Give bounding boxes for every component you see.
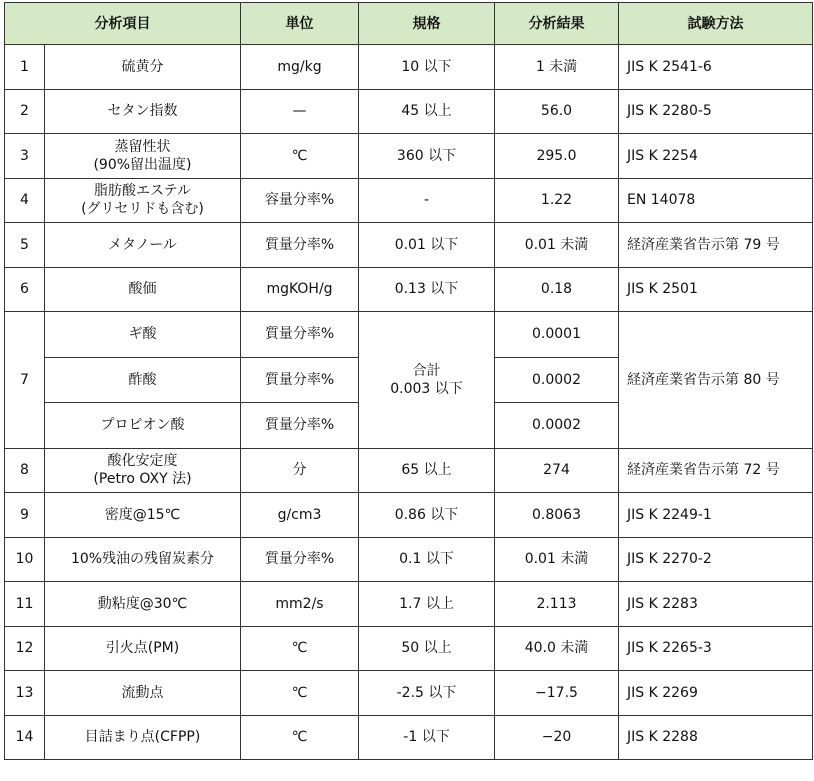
table-row xyxy=(5,267,813,312)
unit-cell: ℃ xyxy=(241,671,359,716)
unit-cell: 分 xyxy=(241,448,359,493)
row-number: 13 xyxy=(5,671,45,716)
row-number: 9 xyxy=(5,493,45,538)
method-cell: JIS K 2269 xyxy=(619,671,813,716)
item-cell: 引火点(PM) xyxy=(45,626,241,671)
spec-line-2: 0.003 以下 xyxy=(390,380,463,397)
item-line-1: 蒸留性状 xyxy=(114,138,171,155)
unit-cell: mgKOH/g xyxy=(241,267,359,312)
method-cell: 経済産業省告示第 80 号 xyxy=(619,312,813,449)
table-row xyxy=(5,178,813,223)
item-line-2: (90%留出温度) xyxy=(93,156,192,173)
item-line-1: 脂肪酸エステル xyxy=(93,183,192,200)
header-spec: 規格 xyxy=(359,3,495,45)
table-row xyxy=(5,537,813,582)
result-cell: 0.0002 xyxy=(495,357,619,403)
row-number: 8 xyxy=(5,448,45,493)
header-row xyxy=(5,3,813,45)
item-cell xyxy=(45,448,241,493)
row-number: 2 xyxy=(5,89,45,134)
result-cell: 56.0 xyxy=(495,89,619,134)
result-cell: 40.0 未満 xyxy=(495,626,619,671)
method-cell: JIS K 2280-5 xyxy=(619,89,813,134)
result-cell: 0.01 未満 xyxy=(495,223,619,268)
spec-cell xyxy=(359,312,495,449)
table-row xyxy=(5,89,813,134)
row-number: 5 xyxy=(5,223,45,268)
item-cell: セタン指数 xyxy=(45,89,241,134)
spec-cell: -1 以下 xyxy=(359,715,495,760)
row-number: 7 xyxy=(5,312,45,449)
result-cell: 0.0001 xyxy=(495,312,619,358)
item-line-1: 酸化安定度 xyxy=(107,453,178,470)
spec-cell: 45 以上 xyxy=(359,89,495,134)
header-unit: 単位 xyxy=(241,3,359,45)
spec-cell: 0.86 以下 xyxy=(359,493,495,538)
header-item: 分析項目 xyxy=(5,3,241,45)
method-cell: JIS K 2541-6 xyxy=(619,45,813,90)
item-cell: 密度@15℃ xyxy=(45,493,241,538)
table-row xyxy=(5,715,813,760)
unit-cell: ℃ xyxy=(241,626,359,671)
unit-cell: ℃ xyxy=(241,134,359,179)
row-number: 1 xyxy=(5,45,45,90)
method-cell: JIS K 2249-1 xyxy=(619,493,813,538)
row-number: 14 xyxy=(5,715,45,760)
spec-cell: 1.7 以上 xyxy=(359,582,495,627)
item-two-line xyxy=(49,138,236,174)
spec-cell: 65 以上 xyxy=(359,448,495,493)
result-cell: 274 xyxy=(495,448,619,493)
method-cell: JIS K 2270-2 xyxy=(619,537,813,582)
analysis-table xyxy=(4,2,813,760)
result-cell: 1 未満 xyxy=(495,45,619,90)
item-cell: プロピオン酸 xyxy=(45,403,241,449)
item-line-2: (Petro OXY 法) xyxy=(93,471,192,488)
item-cell: 10%残油の残留炭素分 xyxy=(45,537,241,582)
item-cell: ギ酸 xyxy=(45,312,241,358)
unit-cell: 質量分率% xyxy=(241,357,359,403)
method-cell: JIS K 2283 xyxy=(619,582,813,627)
spec-two-line xyxy=(363,362,490,398)
spec-cell: 50 以上 xyxy=(359,626,495,671)
item-cell: メタノール xyxy=(45,223,241,268)
method-cell: JIS K 2254 xyxy=(619,134,813,179)
item-two-line xyxy=(49,182,236,218)
row-number: 12 xyxy=(5,626,45,671)
item-cell: 硫黄分 xyxy=(45,45,241,90)
item-cell: 流動点 xyxy=(45,671,241,716)
result-cell: 1.22 xyxy=(495,178,619,223)
item-line-2: (グリセリドも含む) xyxy=(81,201,204,218)
table-row xyxy=(5,582,813,627)
row-number: 6 xyxy=(5,267,45,312)
row-number: 3 xyxy=(5,134,45,179)
spec-cell: 0.13 以下 xyxy=(359,267,495,312)
item-cell xyxy=(45,134,241,179)
spec-cell: 0.01 以下 xyxy=(359,223,495,268)
unit-cell: mg/kg xyxy=(241,45,359,90)
method-cell: JIS K 2265-3 xyxy=(619,626,813,671)
result-cell: 0.18 xyxy=(495,267,619,312)
table-row xyxy=(5,626,813,671)
item-cell: 酸価 xyxy=(45,267,241,312)
method-cell: JIS K 2501 xyxy=(619,267,813,312)
spec-cell: 10 以下 xyxy=(359,45,495,90)
row-number: 4 xyxy=(5,178,45,223)
table-row xyxy=(5,45,813,90)
spec-cell: - xyxy=(359,178,495,223)
unit-cell: 容量分率% xyxy=(241,178,359,223)
result-cell: −20 xyxy=(495,715,619,760)
result-cell: 0.01 未満 xyxy=(495,537,619,582)
table-row xyxy=(5,134,813,179)
result-cell: 2.113 xyxy=(495,582,619,627)
analysis-table-wrapper xyxy=(4,2,813,760)
result-cell: 295.0 xyxy=(495,134,619,179)
method-cell: 経済産業省告示第 79 号 xyxy=(619,223,813,268)
row-number: 10 xyxy=(5,537,45,582)
spec-cell: 0.1 以下 xyxy=(359,537,495,582)
header-method: 試験方法 xyxy=(619,3,813,45)
unit-cell: 質量分率% xyxy=(241,403,359,449)
row-number: 11 xyxy=(5,582,45,627)
result-cell: −17.5 xyxy=(495,671,619,716)
method-cell: 経済産業省告示第 72 号 xyxy=(619,448,813,493)
spec-cell: -2.5 以下 xyxy=(359,671,495,716)
method-cell: JIS K 2288 xyxy=(619,715,813,760)
unit-cell: 質量分率% xyxy=(241,312,359,358)
result-cell: 0.8063 xyxy=(495,493,619,538)
spec-cell: 360 以下 xyxy=(359,134,495,179)
item-two-line xyxy=(49,452,236,488)
item-cell: 酢酸 xyxy=(45,357,241,403)
result-cell: 0.0002 xyxy=(495,403,619,449)
item-cell xyxy=(45,178,241,223)
table-row xyxy=(5,493,813,538)
unit-cell: g/cm3 xyxy=(241,493,359,538)
item-cell: 動粘度@30℃ xyxy=(45,582,241,627)
method-cell: EN 14078 xyxy=(619,178,813,223)
table-row xyxy=(5,671,813,716)
spec-line-1: 合計 xyxy=(412,362,441,379)
unit-cell: 質量分率% xyxy=(241,223,359,268)
unit-cell: 質量分率% xyxy=(241,537,359,582)
unit-cell: — xyxy=(241,89,359,134)
header-result: 分析結果 xyxy=(495,3,619,45)
unit-cell: mm2/s xyxy=(241,582,359,627)
table-row xyxy=(5,448,813,493)
table-row xyxy=(5,223,813,268)
unit-cell: ℃ xyxy=(241,715,359,760)
table-row xyxy=(5,312,813,358)
item-cell: 目詰まり点(CFPP) xyxy=(45,715,241,760)
